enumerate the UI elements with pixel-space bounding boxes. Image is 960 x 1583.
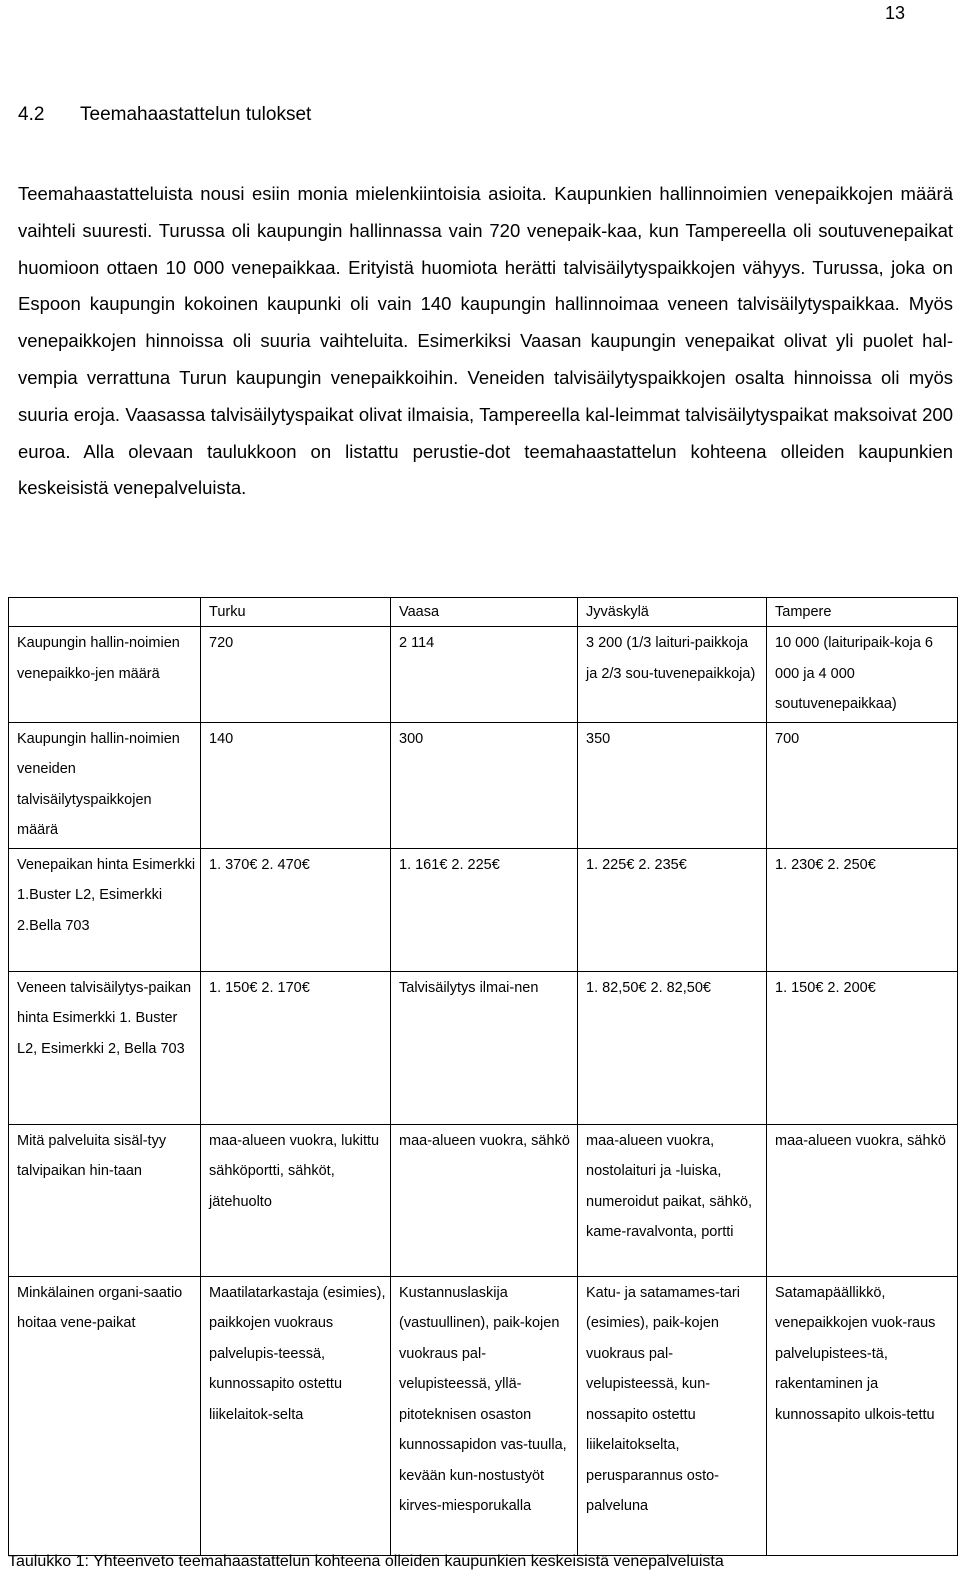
table-row (9, 848, 958, 971)
table-header-row (9, 598, 958, 627)
table-header-cell: Jyväskylä (578, 598, 767, 627)
table-cell: 700 (767, 722, 958, 848)
table-cell: Satamapäällikkö, venepaikkojen vuok-raus palvelupistees-tä, rakentaminen ja kunnossapito ulkois-tettu (767, 1276, 958, 1555)
table-cell: 1. 370€ 2. 470€ (201, 848, 391, 971)
table-cell: 1. 150€ 2. 170€ (201, 971, 391, 1124)
page-number: 13 (884, 3, 905, 23)
table-cell: 1. 82,50€ 2. 82,50€ (578, 971, 767, 1124)
table-header-cell: Turku (201, 598, 391, 627)
table-cell: Mitä palveluita sisäl-tyy talvipaikan hin-taan (9, 1124, 201, 1276)
table-cell: 3 200 (1/3 laituri-paikkoja ja 2/3 sou-tuvenepaikkoja) (578, 627, 767, 723)
table-cell: 1. 225€ 2. 235€ (578, 848, 767, 971)
table-row (9, 1276, 958, 1555)
table-cell: 140 (201, 722, 391, 848)
summary-table (8, 597, 958, 1556)
table-cell: 720 (201, 627, 391, 723)
table-cell: 300 (391, 722, 578, 848)
table-header-cell (9, 598, 201, 627)
section-heading (18, 104, 311, 126)
table-cell: Katu- ja satamames-tari (esimies), paik-kojen vuokraus pal-velupisteessä, kun-nossapito ostettu liikelaitokselta, perusparannus osto-palveluna (578, 1276, 767, 1555)
table-header-cell: Vaasa (391, 598, 578, 627)
table-cell: Venepaikan hinta Esimerkki 1.Buster L2, Esimerkki 2.Bella 703 (9, 848, 201, 971)
table-cell: 1. 161€ 2. 225€ (391, 848, 578, 971)
table-cell: maa-alueen vuokra, sähkö (767, 1124, 958, 1276)
table-cell: Minkälainen organi-saatio hoitaa vene-paikat (9, 1276, 201, 1555)
table-cell: Veneen talvisäilytys-paikan hinta Esimerkki 1. Buster L2, Esimerkki 2, Bella 703 (9, 971, 201, 1124)
table-cell: 2 114 (391, 627, 578, 723)
table-row (9, 1124, 958, 1276)
table-cell: 1. 230€ 2. 250€ (767, 848, 958, 971)
table-cell: maa-alueen vuokra, sähkö (391, 1124, 578, 1276)
table-cell: Maatilatarkastaja (esimies), paikkojen vuokraus palvelupis-teessä, kunnossapito ostettu liikelaitok-selta (201, 1276, 391, 1555)
body-paragraph: Teemahaastatteluista nousi esiin monia mielenkiintoisia asioita. Kaupunkien hallinnoimien venepaikkojen määrä vaihteli suuresti. Turussa oli kaupungin hallinnassa vain 720 venepaik-kaa, kun Tampereella oli soutuvenepaikat huomioon ottaen 10 000 venepaikkaa. Erityistä huomiota herätti talvisäilytyspaikkojen vähyys. Turussa, joka on Espoon kaupungin kokoinen kaupunki oli vain 140 kaupungin hallinnoimaa veneen talvisäilytyspaikkaa. Myös venepaikkojen hinnoissa oli suuria vaihteluita. Esimerkiksi Vaasan kaupungin venepaikat olivat yli puolet hal-vempia verrattuna Turun kaupungin venepaikkoihin. Veneiden talvisäilytyspaikkojen osalta hinnoissa oli myös suuria eroja. Vaasassa talvisäilytyspaikat olivat ilmaisia, Tampereella kal-leimmat talvisäilytyspaikat maksoivat 200 euroa. Alla olevaan taulukkoon on listattu perustie-dot teemahaastattelun kohteena olleiden kaupunkien keskeisistä venepalveluista. (18, 183, 953, 499)
table-caption: Taulukko 1: Yhteenveto teemahaastattelun kohteena olleiden kaupunkien keskeisistä venepalveluista (8, 1553, 724, 1570)
table-cell: 1. 150€ 2. 200€ (767, 971, 958, 1124)
table-row (9, 627, 958, 723)
table-cell: 350 (578, 722, 767, 848)
table-row (9, 722, 958, 848)
table-cell: Talvisäilytys ilmai-nen (391, 971, 578, 1124)
table-cell: maa-alueen vuokra, nostolaituri ja -luiska, numeroidut paikat, sähkö, kame-ravalvonta, portti (578, 1124, 767, 1276)
table-cell: Kaupungin hallin-noimien venepaikko-jen määrä (9, 627, 201, 723)
table-cell: 10 000 (laituripaik-koja 6 000 ja 4 000 soutuvenepaikkaa) (767, 627, 958, 723)
section-number: 4.2 (18, 104, 45, 125)
section-title: Teemahaastattelun tulokset (80, 104, 312, 125)
table-cell: maa-alueen vuokra, lukittu sähköportti, sähköt, jätehuolto (201, 1124, 391, 1276)
table-cell: Kaupungin hallin-noimien veneiden talvisäilytyspaikkojen määrä (9, 722, 201, 848)
table-header-cell: Tampere (767, 598, 958, 627)
table-cell: Kustannuslaskija (vastuullinen), paik-kojen vuokraus pal-velupisteessä, yllä-pitoteknisen osaston kunnossapidon vas-tuulla, kevään kun-nostustyöt kirves-miesporukalla (391, 1276, 578, 1555)
table-row (9, 971, 958, 1124)
